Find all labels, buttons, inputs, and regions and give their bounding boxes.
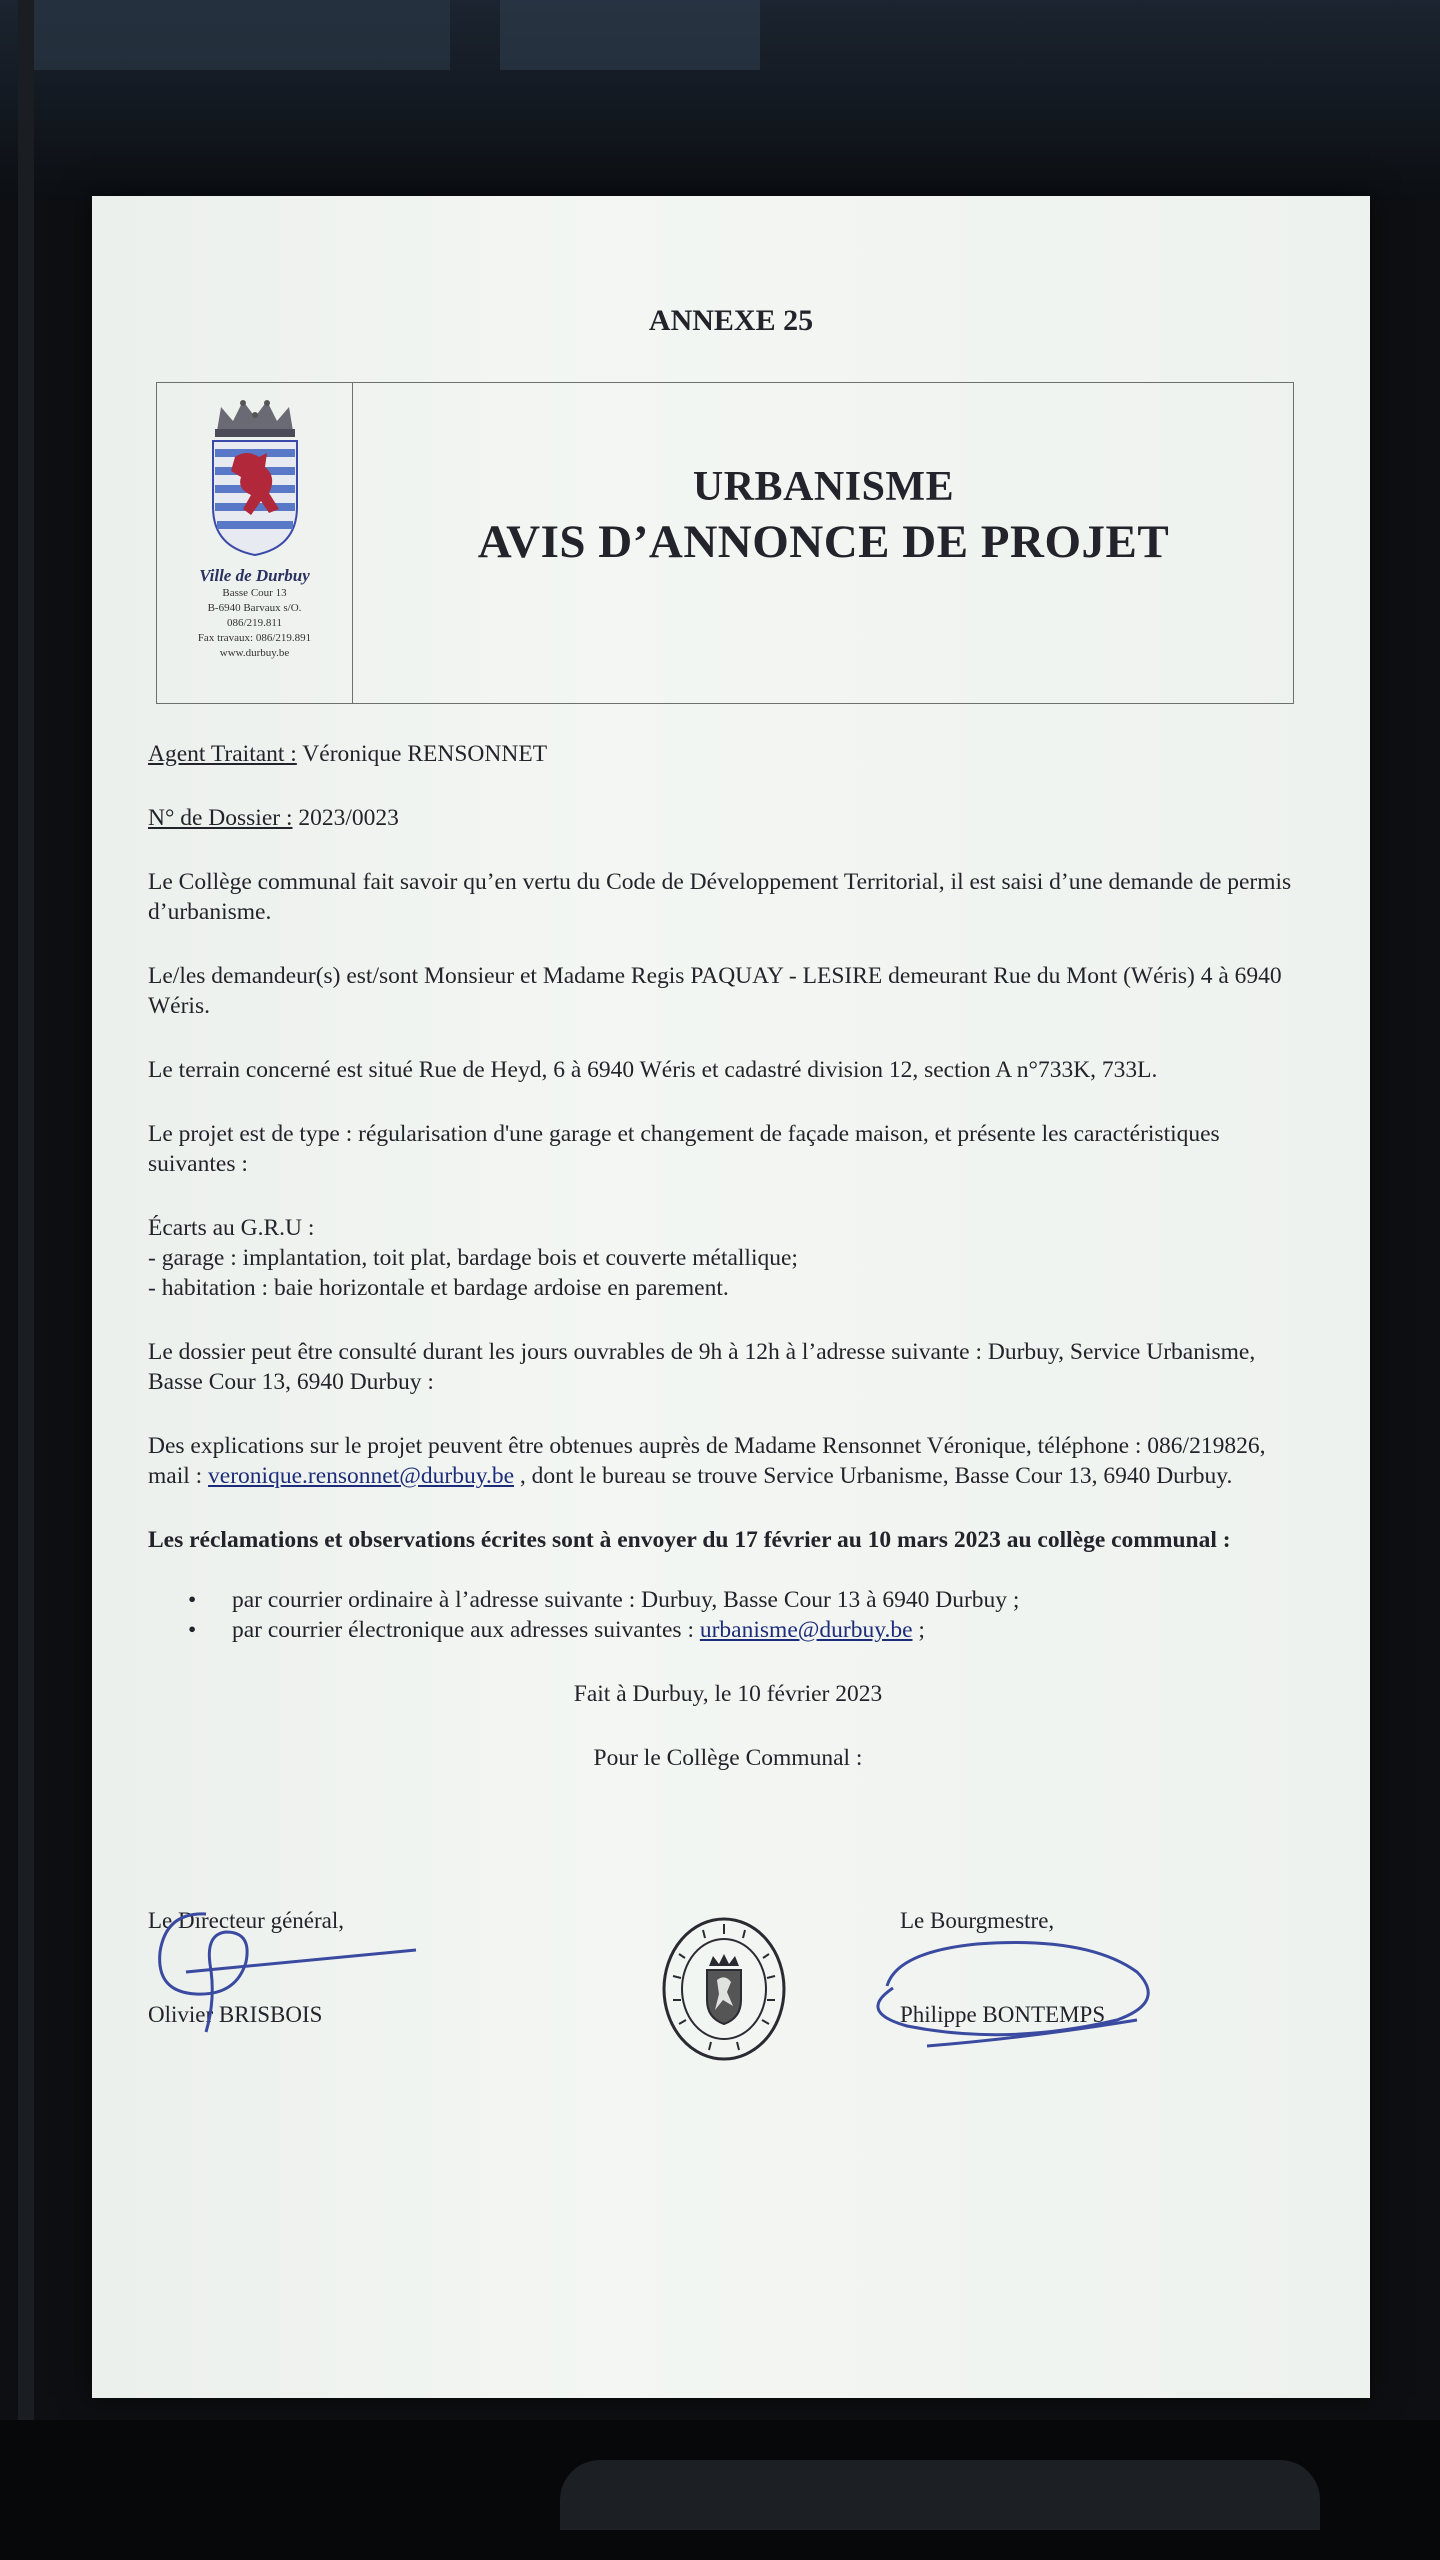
window-glass [30, 0, 450, 70]
paragraph-contact [148, 1431, 1308, 1491]
contact-text-end: , dont le bureau se trouve Service Urbanisme, Basse Cour 13, 6940 Durbuy. [519, 1463, 1233, 1489]
paragraph-consultation: Le dossier peut être consulté durant les jours ouvrables de 9h à 12h à l’adresse suivante : Durbuy, Service Urbanisme, Basse Cour 13, 6940 Durbuy : [148, 1339, 1256, 1395]
place-date: Fait à Durbuy, le 10 février 2023 [573, 1681, 883, 1707]
dossier-value: 2023/0023 [298, 805, 399, 831]
signature-block-mayor [900, 1908, 1105, 2028]
submission-methods-list [148, 1585, 1308, 1645]
contact-email-link[interactable]: veronique.rensonnet@durbuy.be [208, 1463, 514, 1489]
paragraph-project-type: Le projet est de type : régularisation d'une garage et changement de façade maison, et présente les caractéristiques suivantes : [148, 1121, 1220, 1177]
document-title: URBANISME [692, 464, 955, 510]
signature-block-director [148, 1908, 344, 2028]
list-item [188, 1615, 1308, 1645]
logo-address-line: B-6940 Barvaux s/O. [207, 602, 302, 614]
background-window [0, 0, 1440, 200]
agent-line [148, 739, 1308, 769]
agent-value: Véronique RENSONNET [302, 741, 548, 767]
mayor-name: Philippe BONTEMPS [900, 2002, 1106, 2027]
notice-body [148, 739, 1308, 1773]
director-title: Le Directeur général, [148, 1908, 345, 1933]
paragraph-terrain: Le terrain concerné est situé Rue de Heyd, 6 à 6940 Wéris et cadastré division 12, section A n°733K, 733L. [148, 1057, 1158, 1083]
logo-phone: 086/219.811 [227, 617, 282, 629]
header-box [156, 382, 1294, 704]
list-item: • par courrier ordinaire à l’adresse suivante : Durbuy, Basse Cour 13 à 6940 Durbuy ; [188, 1585, 1308, 1615]
paragraph-college: Le Collège communal fait savoir qu’en vertu du Code de Développement Territorial, il est saisi d’une demande de permis d’urbanisme. [148, 869, 1292, 925]
display-frame [18, 0, 34, 2560]
municipality-logo-block [157, 383, 353, 703]
logo-address-line: Basse Cour 13 [222, 587, 287, 599]
agent-label: Agent Traitant : [148, 741, 297, 767]
bullet-end: ; [918, 1617, 925, 1643]
durbuy-crest-icon [207, 397, 303, 557]
document-subtitle: AVIS D’ANNONCE DE PROJET [477, 516, 1170, 568]
municipality-name: Ville de Durbuy [199, 566, 310, 585]
ecart-item: - habitation : baie horizontale et bardage ardoise en parement. [148, 1275, 729, 1301]
notice-document [92, 196, 1370, 2398]
on-behalf-line: Pour le Collège Communal : [593, 1745, 863, 1771]
mayor-title: Le Bourgmestre, [900, 1908, 1055, 1933]
ecarts-title: Écarts au G.R.U : [148, 1215, 315, 1241]
title-block [354, 383, 1293, 703]
paragraph-reclamations: Les réclamations et observations écrites sont à envoyer du 17 février au 10 mars 2023 au collège communal : [148, 1527, 1231, 1553]
logo-website: www.durbuy.be [219, 647, 290, 659]
paragraph-applicant: Le/les demandeur(s) est/sont Monsieur et Madame Regis PAQUAY - LESIRE demeurant Rue du Mont (Wéris) 4 à 6940 Wéris. [148, 963, 1282, 1019]
contact-text: Des explications sur le projet peuvent être obtenues auprès de Madame Rensonnet Véronique, téléphone : 086/219826, mail : [148, 1433, 1266, 1489]
municipal-seal-icon [659, 1914, 789, 2064]
ecart-item: - garage : implantation, toit plat, bardage bois et couverte métallique; [148, 1245, 798, 1271]
bullet-text: par courrier électronique aux adresses suivantes : [232, 1617, 694, 1643]
dossier-label: N° de Dossier : [148, 805, 293, 831]
window-glass [500, 0, 760, 70]
urbanisme-email-link[interactable]: urbanisme@durbuy.be [699, 1617, 913, 1643]
director-name: Olivier BRISBOIS [148, 2002, 323, 2027]
dossier-line [148, 803, 1308, 833]
annexe-label: ANNEXE 25 [648, 304, 814, 337]
display-base [0, 2420, 1440, 2560]
display-ledge [560, 2460, 1320, 2530]
logo-fax: Fax travaux: 086/219.891 [197, 632, 312, 644]
